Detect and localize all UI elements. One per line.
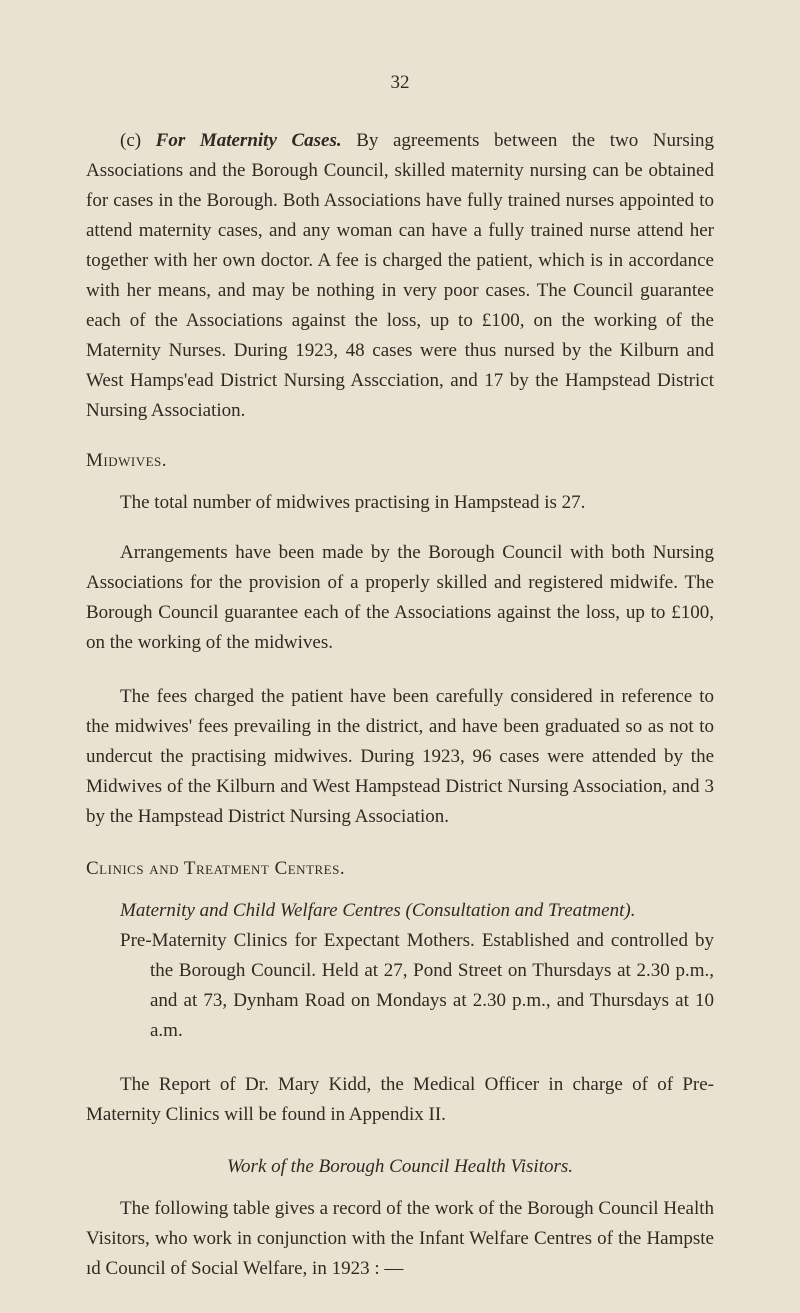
medical-officer-report-paragraph: The Report of Dr. Mary Kidd, the Medical Officer in charge of of Pre-Maternity Clinics will be found in Appendix II. <box>86 1074 714 1125</box>
page-number: 32 <box>390 72 410 93</box>
midwives-count-paragraph: The total number of midwives practising in Hampstead is 27. <box>120 492 586 513</box>
welfare-centres-subheading: Maternity and Child Welfare Centres (Consultation and Treatment). <box>120 900 636 921</box>
health-visitors-paragraph: The following table gives a record of the work of the Borough Council Health Visitors, who work in conjunction with the Infant Welfare Centres of the Hampste ıd Council of Social Welfare, in 1923 : — <box>86 1198 714 1279</box>
midwives-arrangements-paragraph: Arrangements have been made by the Borough Council with both Nursing Associations for the provision of a properly skilled and registered midwife. The Borough Council guarantee each of the Associations against the loss, up to £100, on the working of the midwives. <box>86 542 714 653</box>
midwives-fees-paragraph: The fees charged the patient have been carefully considered in reference to the midwives' fees prevailing in the district, and have been graduated so as not to undercut the practising midwives. During 1923, 96 cases were attended by the Midwives of the Kilburn and West Hampstead District Nursing Association, and 3 by the Hampstead District Nursing Association. <box>86 686 714 827</box>
maternity-cases-text: By agreements between the two Nursing Associations and the Borough Council, skilled maternity nursing can be obtained for cases in the Borough. Both Associations have fully trained nurses appointed to attend maternity cases, and any woman can have a fully trained nurse attend her together with her own doctor. A fee is charged the patient, which is in accordance with her means, and may be nothing in very poor cases. The Council guarantee each of the Associations against the loss, up to £100, on the working of the Maternity Nurses. During 1923, 48 cases were thus nursed by the Kilburn and West Hamps'ead District Nursing Asscciation, and 17 by the Hampstead District Nursing Association. <box>86 130 714 421</box>
clinics-heading: Clinics and Treatment Centres. <box>86 858 346 879</box>
midwives-heading: Midwives. <box>86 450 168 471</box>
maternity-cases-title: For Maternity Cases. <box>155 130 342 151</box>
pre-maternity-clinics-paragraph: Pre-Maternity Clinics for Expectant Mothers. Established and controlled by the Borough Council. Held at 27, Pond Street on Thursdays at 2.30 p.m., and at 73, Dynham Road on Mondays at 2.30 p.m., and Thursdays at 10 a.m. <box>120 930 714 1041</box>
maternity-section-label: (c) <box>120 130 156 151</box>
maternity-cases-paragraph <box>86 126 714 426</box>
health-visitors-heading: Work of the Borough Council Health Visitors. <box>226 1156 574 1177</box>
